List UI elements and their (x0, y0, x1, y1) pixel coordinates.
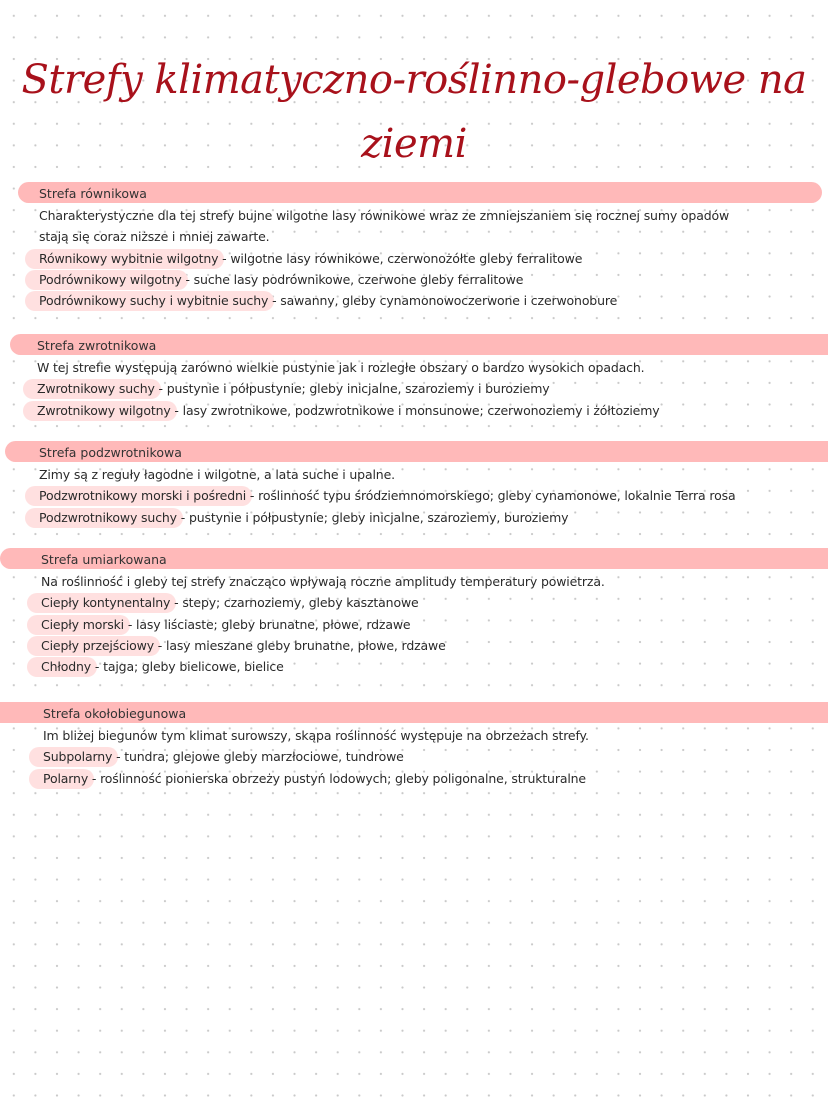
item-detail: - roślinność pionierska obrzeży pustyń lodowych; gleby poligonalne, strukturalne (88, 771, 586, 786)
page-title (0, 48, 828, 176)
description-line: Zimy są z reguły łagodne i wilgotne, a lata suche i upalne. (39, 467, 395, 482)
title-line-2: ziemi (361, 121, 467, 167)
item-detail: - pustynie i półpustynie; gleby inicjalne, szaroziemy, buroziemy (176, 510, 569, 525)
highlighted-term: Chłodny (41, 656, 91, 677)
item-detail: - stepy; czarnoziemy, gleby kasztanowe (170, 595, 419, 610)
section-header: Strefa podzwrotnikowa (39, 445, 182, 460)
list-item (39, 269, 523, 290)
list-item (41, 614, 410, 635)
list-item (39, 290, 617, 311)
highlighted-term: Ciepły morski (41, 614, 124, 635)
item-detail: - pustynie i półpustynie; gleby inicjalne, szaroziemy i buroziemy (154, 381, 550, 396)
highlighted-term: Podrównikowy suchy i wybitnie suchy (39, 290, 268, 311)
item-detail: - wilgotne lasy równikowe, czerwonożółte gleby ferralitowe (218, 251, 583, 266)
description-line: stają się coraz niższe i mniej zawarte. (39, 229, 270, 244)
item-detail: - suche lasy podrównikowe, czerwone gleby ferralitowe (181, 272, 524, 287)
item-detail: - lasy mieszane gleby brunatne, płowe, rdzawe (153, 638, 446, 653)
description-line: W tej strefie występują zarówno wielkie pustynie jak i rozległe obszary o bardzo wysokich opadach. (37, 360, 645, 375)
item-detail: - tajga; gleby bielicowe, bielice (91, 659, 284, 674)
list-item (41, 656, 284, 677)
highlighted-term: Subpolarny (43, 746, 112, 767)
section-header: Strefa zwrotnikowa (37, 338, 157, 353)
highlighted-term: Zwrotnikowy suchy (37, 378, 155, 399)
list-item (39, 485, 735, 506)
list-item (43, 746, 404, 767)
list-item (41, 635, 446, 656)
highlighted-term: Zwrotnikowy wilgotny (37, 400, 171, 421)
description-line: Charakterystyczne dla tej strefy bujne wilgotne lasy równikowe wraz ze zmniejszaniem się rocznej sumy opadów (39, 208, 730, 223)
list-item (39, 248, 582, 269)
description-line: Na roślinność i gleby tej strefy znacząco wpływają roczne amplitudy temperatury powietrza. (41, 574, 605, 589)
highlighted-term: Podrównikowy wilgotny (39, 269, 182, 290)
highlighted-term: Podzwrotnikowy suchy (39, 507, 177, 528)
highlighted-term: Równikowy wybitnie wilgotny (39, 248, 218, 269)
highlighted-term: Podzwrotnikowy morski i pośredni (39, 485, 246, 506)
item-detail: - sawanny, gleby cynamonowoczerwone i czerwonobure (268, 293, 618, 308)
section-header: Strefa równikowa (39, 186, 147, 201)
list-item (43, 768, 586, 789)
highlighted-term: Ciepły przejściowy (41, 635, 154, 656)
list-item (37, 400, 660, 421)
list-item (39, 507, 568, 528)
item-detail: - tundra; glejowe gleby marzłociowe, tundrowe (112, 749, 404, 764)
section-header: Strefa okołobiegunowa (43, 706, 187, 721)
item-detail: - roślinność typu śródziemnomorskiego; gleby cynamonowe, lokalnie Terra rosa (246, 488, 736, 503)
section-header: Strefa umiarkowana (41, 552, 167, 567)
highlighted-term: Ciepły kontynentalny (41, 592, 170, 613)
description-line: Im bliżej biegunów tym klimat surowszy, skąpa roślinność występuje na obrzeżach strefy. (43, 728, 589, 743)
list-item (37, 378, 549, 399)
list-item (41, 592, 419, 613)
highlighted-term: Polarny (43, 768, 88, 789)
item-detail: - lasy liściaste; gleby brunatne, płowe, rdzawe (124, 617, 411, 632)
title-line-1: Strefy klimatyczno-roślinno-glebowe na (21, 57, 807, 103)
item-detail: - lasy zwrotnikowe, podzwrotnikowe i monsunowe; czerwonoziemy i żółtoziemy (170, 403, 660, 418)
